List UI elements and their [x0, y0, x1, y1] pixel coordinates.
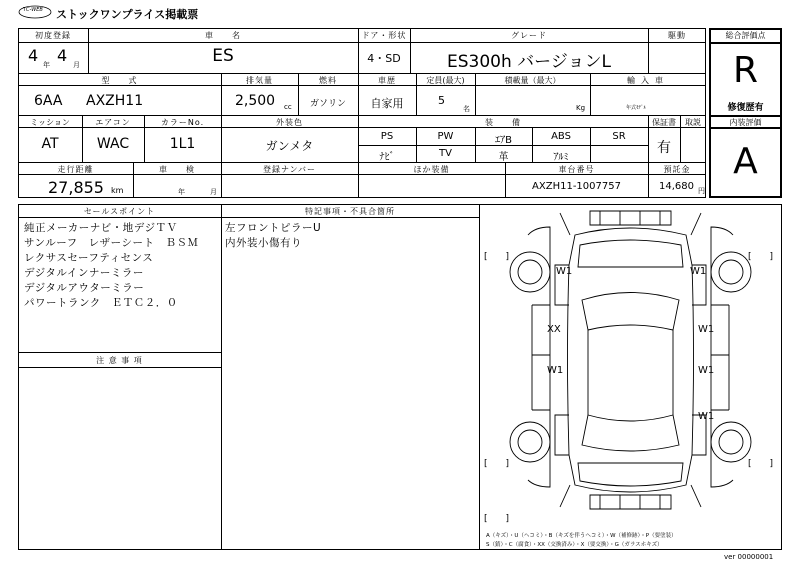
color-no-label: カラーNo.	[160, 118, 205, 127]
reg-year: 4	[28, 46, 39, 65]
displacement-unit: cc	[284, 103, 292, 111]
sales-points	[24, 221, 198, 311]
car-name: ES	[212, 46, 234, 66]
exterior-label: 外装色	[276, 118, 303, 127]
fuel-label: 燃料	[319, 76, 337, 85]
list-item: レクサスセーフティセンス	[24, 252, 154, 264]
car-damage-diagram	[480, 205, 781, 529]
damage-mark: W1	[547, 365, 564, 376]
color-no-value: 1L1	[169, 136, 196, 152]
import-label: 輸入車	[627, 76, 669, 85]
serial-value: AXZH11-1007757	[532, 181, 621, 192]
deposit-value: 14,680	[659, 181, 694, 192]
list-item: デジタルインナーミラー	[24, 267, 144, 279]
warranty-label: 保証書	[652, 118, 676, 127]
list-item: パワートランク ＥＴＣ２．０	[24, 297, 178, 309]
reg-month-unit: 月	[73, 61, 80, 69]
history-label: 車歴	[378, 76, 396, 85]
warranty-value: 有	[657, 140, 671, 156]
reg-month: 4	[57, 46, 68, 65]
equip-sr: SR	[612, 131, 626, 142]
overall-note: 修復歴有	[727, 103, 764, 113]
exterior-value: ガンメタ	[265, 139, 314, 153]
logo	[18, 4, 52, 18]
bracket-marker: [ ]	[748, 459, 774, 469]
grade-label: グレード	[511, 31, 547, 40]
inspection-label: 車 検	[159, 165, 195, 174]
history-value: 自家用	[370, 97, 404, 110]
aircon-label: エアコン	[95, 118, 131, 127]
list-item: 内外装小傷有り	[225, 237, 302, 249]
version-label: ver 00000001	[724, 553, 774, 561]
damage-mark: W1	[698, 411, 715, 422]
inspection-year-unit: 年	[178, 188, 185, 196]
displacement-value: 2,500	[235, 93, 276, 109]
remarks-label: 特記事項・不具合箇所	[305, 207, 395, 216]
bracket-marker: [ ]	[484, 252, 510, 262]
deposit-unit: 円	[698, 187, 705, 195]
list-item: デジタルアウターミラー	[24, 282, 145, 294]
import-sub: 年式ﾓﾃﾞﾙ	[626, 105, 647, 111]
serial-label: 車台番号	[558, 165, 595, 174]
model-code: 6AA	[34, 93, 63, 109]
legend-line-1: A（キズ）・U（ヘコミ）・B（キズを伴うヘコミ）・W（補修跡）・P（要塗装）	[486, 533, 677, 539]
equip-navi: ﾅﾋﾞ	[379, 152, 395, 163]
doors-value: 4・SD	[367, 52, 401, 65]
bracket-marker: [ ]	[484, 459, 510, 469]
list-item: サンルーフ レザーシート ＢＳＭ	[24, 237, 199, 249]
load-unit: Kg	[576, 104, 586, 112]
notes-label: 注 意 事 項	[96, 356, 143, 365]
mileage-label: 走行距離	[57, 165, 94, 174]
reg-year-unit: 年	[43, 61, 50, 69]
interior-label: 内装評価	[729, 118, 762, 127]
displacement-label: 排気量	[246, 76, 273, 85]
equip-alloy: ｱﾙﾐ	[553, 152, 569, 163]
interior-value: A	[733, 141, 758, 182]
drive-label: 駆動	[668, 31, 686, 40]
plate-label: 登録ナンバー	[262, 165, 317, 174]
damage-mark: XX	[547, 324, 561, 335]
capacity-unit: 名	[463, 105, 470, 113]
page-title: ストックワンプライス掲載票	[56, 8, 199, 21]
grade-value: ES300h バージョンL	[447, 52, 611, 72]
damage-mark: W1	[698, 365, 715, 376]
model-value: AXZH11	[86, 93, 144, 109]
reg-label: 初度登録	[35, 31, 71, 40]
mission-label: ミッション	[30, 118, 70, 127]
mission-value: AT	[41, 136, 59, 152]
deposit-label: 預託金	[663, 165, 691, 174]
overall-value: R	[732, 50, 758, 91]
mileage-value: 27,855	[48, 178, 104, 197]
other-equip-label: ほか装備	[413, 165, 450, 174]
model-label: 型 式	[101, 76, 138, 85]
fuel-value: ガソリン	[309, 99, 346, 109]
equip-airbag: ｴｱB	[495, 135, 512, 146]
damage-mark: W1	[698, 324, 715, 335]
equip-label: 装 備	[485, 118, 521, 127]
logo-text: TC-WEB	[23, 7, 43, 13]
damage-mark: W1	[556, 266, 573, 277]
equip-abs: ABS	[551, 131, 571, 142]
equip-tv: TV	[439, 148, 452, 159]
damage-mark: W1	[690, 266, 707, 277]
doors-label: ドア・形状	[361, 31, 407, 40]
aircon-value: WAC	[96, 136, 130, 152]
capacity-label: 定員(最大)	[426, 76, 465, 85]
equip-ps: PS	[380, 131, 394, 142]
overall-label: 総合評価点	[725, 31, 766, 40]
capacity-value: 5	[438, 94, 445, 107]
load-label: 積載量（最大）	[504, 76, 561, 85]
remarks-list	[225, 221, 321, 251]
manual-label: 取説	[685, 118, 701, 127]
legend-line-2: S（錆）・C（腐食）・XX（交換済み）・X（要交換）・G（ガラスホキズ）	[486, 542, 663, 548]
equip-pw: PW	[437, 131, 454, 142]
bracket-marker: [ ]	[484, 514, 510, 524]
inspection-month-unit: 月	[210, 188, 217, 196]
equip-leather: 革	[498, 152, 509, 163]
list-item: 純正メーカーナビ・地デジＴＶ	[24, 222, 178, 234]
list-item: 左フロントピラーU	[225, 222, 322, 234]
bracket-marker: [ ]	[748, 252, 774, 262]
mileage-unit: km	[111, 186, 124, 195]
sales-label: セールスポイント	[83, 207, 156, 216]
name-label: 車 名	[205, 31, 241, 40]
